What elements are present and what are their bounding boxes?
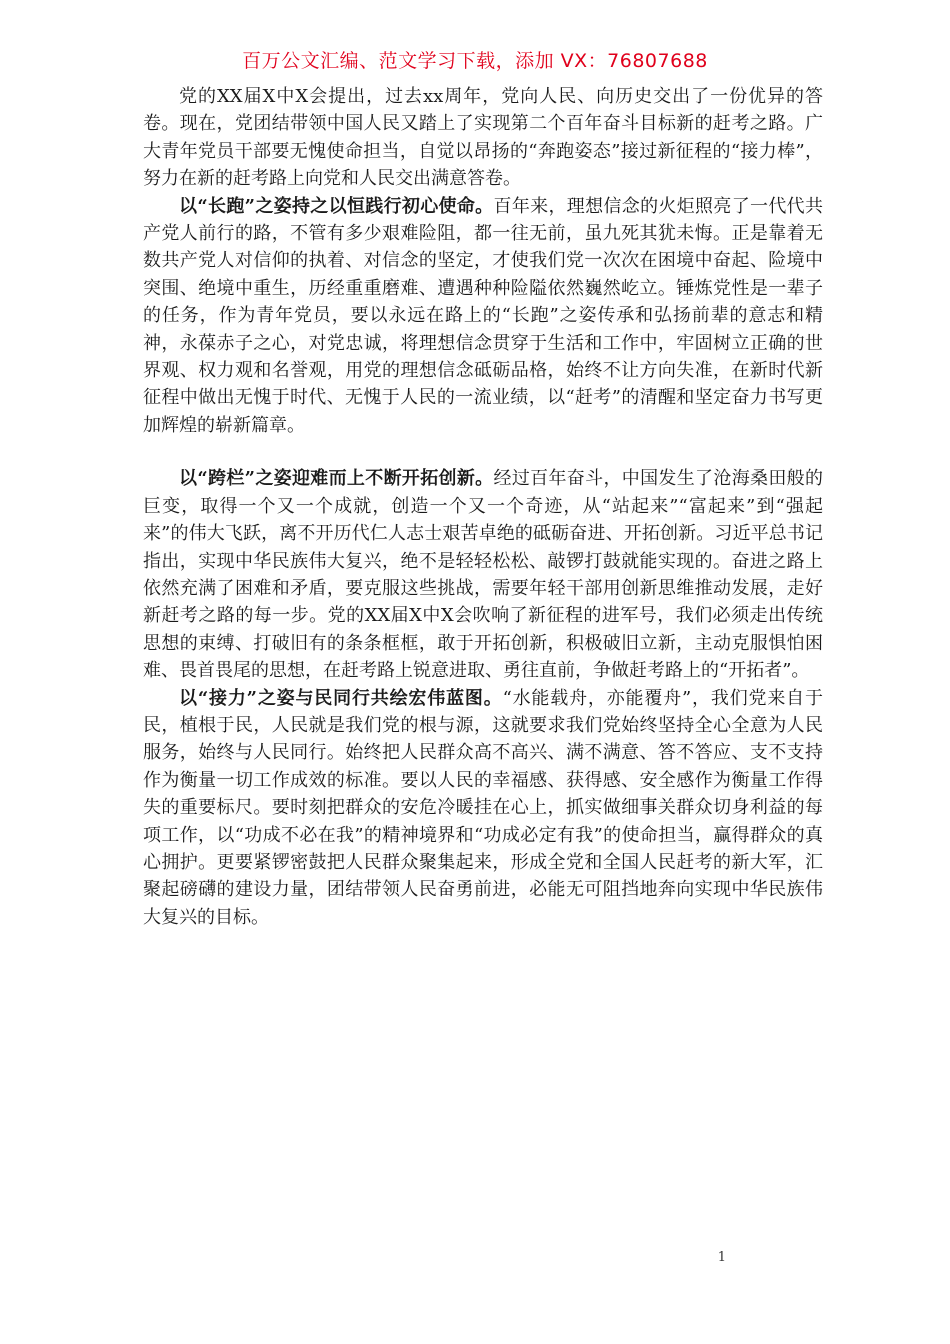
paragraph-text: 党的XX届X中X会提出，过去xx周年，党向人民、向历史交出了一份优异的答卷。现在，党团结带领中国人民又踏上了实现第二个百年奋斗目标新的赶考之路。广大青年党员干部要无愧使命担当，自觉以昂扬的“奔跑姿态”接过新征程的“接力棒”，努力在新的赶考路上向党和人民交出满意答卷。	[143, 86, 823, 190]
document-body	[143, 83, 823, 931]
paragraph-intro	[143, 83, 823, 193]
paragraph-text: “水能载舟，亦能覆舟”，我们党来自于民，植根于民，人民就是我们党的根与源，这就要求我们党始终坚持全心全意为人民服务，始终与人民同行。始终把人民群众高不高兴、满不满意、答不答应、支不支持作为衡量一切工作成效的标准。要以人民的幸福感、获得感、安全感作为衡量工作得失的重要标尺。要时刻把群众的安危冷暖挂在心上，抓实做细事关群众切身利益的每项工作，以“功成不必在我”的精神境界和“功成必定有我”的使命担当，赢得群众的真心拥护。更要紧锣密鼓把人民群众聚集起来，形成全党和全国人民赶考的新大军，汇聚起磅礴的建设力量，团结带领人民奋勇前进，必能无可阻挡地奔向实现中华民族伟大复兴的目标。	[143, 687, 823, 928]
paragraph-hurdle	[143, 465, 823, 684]
paragraph-long-run	[143, 193, 823, 440]
paragraph-text: 百年来，理想信念的火炬照亮了一代代共产党人前行的路，不管有多少艰难险阻，都一往无前，虽九死其犹未悔。正是靠着无数共产党人对信仰的执着、对信念的坚定，才使我们党一次次在困境中奋起、险境中突围、绝境中重生，历经重重磨难、遭遇种种险隘依然巍然屹立。锤炼党性是一辈子的任务，作为青年党员，要以永远在路上的“长跑”之姿传承和弘扬前辈的意志和精神，永葆赤子之心，对党忠诚，将理想信念贯穿于生活和工作中，牢固树立正确的世界观、权力观和名誉观，用党的理想信念砥砺品格，始终不让方向失准，在新时代新征程中做出无愧于时代、无愧于人民的一流业绩，以“赶考”的清醒和坚定奋力书写更加辉煌的崭新篇章。	[143, 195, 823, 436]
paragraph-text: 经过百年奋斗，中国发生了沧海桑田般的巨变，取得一个又一个成就，创造一个又一个奇迹，从“站起来”“富起来”到“强起来”的伟大飞跃，离不开历代仁人志士艰苦卓绝的砥砺奋进、开拓创新。习近平总书记指出，实现中华民族伟大复兴，绝不是轻轻松松、敲锣打鼓就能实现的。奋进之路上依然充满了困难和矛盾，要克服这些挑战，需要年轻干部用创新思维推动发展，走好新赶考之路的每一步。党的XX届X中X会吹响了新征程的进军号，我们必须走出传统思想的束缚、打破旧有的条条框框，敢于开拓创新，积极破旧立新，主动克服惧怕困难、畏首畏尾的思想，在赶考路上锐意进取、勇往直前，争做赶考路上的“开拓者”。	[143, 468, 823, 682]
paragraph-relay	[143, 685, 823, 932]
page-number: 1	[717, 1250, 726, 1265]
paragraph-lead: 以“跨栏”之姿迎难而上不断开拓创新。	[179, 468, 494, 490]
paragraph-lead: 以“长跑”之姿持之以恒践行初心使命。	[179, 195, 494, 217]
paragraph-lead: 以“接力”之姿与民同行共绘宏伟蓝图。	[179, 687, 503, 709]
header-banner: 百万公文汇编、范文学习下载，添加 VX：76807688	[242, 50, 708, 72]
paragraph-spacer	[143, 439, 823, 465]
